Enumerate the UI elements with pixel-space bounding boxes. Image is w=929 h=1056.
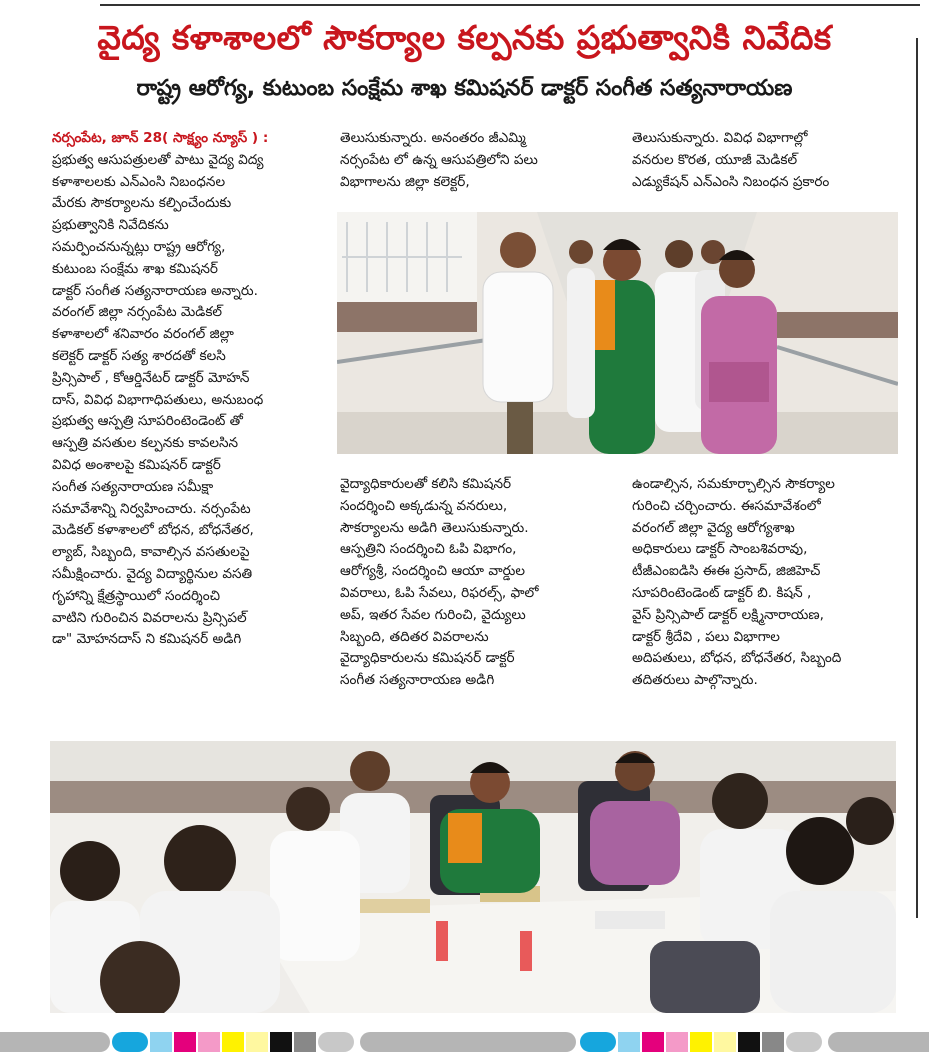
text-line: సంగీత సత్యనారాయణ సమీక్షా xyxy=(52,478,214,495)
text-line: వివరాలు, ఓపి సేవలు, రిఫరల్స్, ఫాలో xyxy=(340,584,539,601)
text-line: ప్రభుత్వ ఆస్పత్రి సూపరింటెండెంట్ తో xyxy=(52,413,243,430)
text-line: సందర్శించి అక్కడున్న వనరులు, xyxy=(340,497,508,514)
headline: వైద్య కళాశాలలో సౌకర్యాల కల్పనకు ప్రభుత్వానికి నివేదిక xyxy=(97,18,832,57)
text-line: వివిధ అంశాలపై కమిషనర్ డాక్టర్ xyxy=(52,456,221,473)
text-line: ప్రిన్సిపాల్ , కోఆర్డినేటర్ డాక్టర్ మోహన్ xyxy=(52,369,250,386)
text-line: అదిపతులు, బోధన, బోధనేతర, సిబ్బంది xyxy=(632,650,842,667)
article-column-2-top xyxy=(340,128,538,193)
article-column-3-top xyxy=(632,128,829,193)
text-line: వైస్ ప్రిన్సిపాల్ డాక్టర్ లక్ష్మినారాయణ, xyxy=(632,606,824,623)
text-line: ఆస్పత్రిని సందర్శించి ఓపి విభాగం, xyxy=(340,541,517,558)
text-line: వరంగల్ జిల్లా నర్సంపేట మెడికల్ xyxy=(52,304,223,321)
subheadline: రాష్ట్ర ఆరోగ్య, కుటుంబ సంక్షేమ శాఖ కమిషనర్ డాక్టర్ సంగీత సత్యనారాయణ xyxy=(136,76,793,101)
text-line: ప్రభుత్వానికి నివేదికను xyxy=(52,217,169,234)
text-line: వైద్యాధికారులతో కలిసి కమిషనర్ xyxy=(340,476,512,492)
text-line: గురించి చర్చించారు. ఈసమావేశంలో xyxy=(632,497,821,514)
text-line: అధికారులు డాక్టర్ సాంబశివరావు, xyxy=(632,541,808,558)
text-line: ఉండాల్సిన, సమకూర్చాల్సిన సౌకర్యాల xyxy=(632,476,835,492)
article-column-3-bottom xyxy=(632,474,841,692)
text-line: తెలుసుకున్నారు. వివిధ విభాగాల్లో xyxy=(632,130,808,146)
color-registration-strip xyxy=(0,1028,929,1056)
text-line: తదితరులు పాల్గొన్నారు. xyxy=(632,672,758,689)
right-rule xyxy=(916,38,918,918)
text-line: తెలుసుకున్నారు. అనంతరం జీఎమ్మి xyxy=(340,130,526,146)
text-line: కళాశాలలకు ఎన్ఎంసి నిబంధనల xyxy=(52,173,226,190)
text-line: దాస్, వివిధ విభాగాధిపతులు, అనుబంధ xyxy=(52,391,264,408)
text-line: ఆరోగ్యశ్రీ, సందర్శించి ఆయా వార్డుల xyxy=(340,563,525,580)
review-meeting-photo xyxy=(50,741,896,1013)
text-line: విభాగాలను జిల్లా కలెక్టర్, xyxy=(340,173,470,190)
text-line: డా" మోహనదాస్ ని కమిషనర్ అడిగి xyxy=(52,631,242,648)
article-column-1 xyxy=(52,128,268,651)
text-line: ఆస్పత్రి వసతుల కల్పనకు కావలసిన xyxy=(52,435,239,452)
text-line: నర్సంపేట లో ఉన్న ఆసుపత్రిలోని పలు xyxy=(340,151,538,168)
text-line: గృహాన్ని క్షేత్రస్థాయిలో సందర్శించి xyxy=(52,587,221,604)
text-line: డాక్టర్ సంగీత సత్యనారాయణ అన్నారు. xyxy=(52,282,258,299)
text-line: మెడికల్ కళాశాలలో బోధన, బోధనేతర, xyxy=(52,522,254,539)
text-line: ఎడ్యుకేషన్ ఎన్ఎంసి నిబంధన ప్రకారం xyxy=(632,173,830,190)
text-line: ప్రభుత్వ ఆసుపత్రులతో పాటు వైద్య విద్య xyxy=(52,151,264,168)
text-line: సమీక్షించారు. వైద్య విద్యార్థినుల వసతి xyxy=(52,565,253,582)
text-line: వరంగల్ జిల్లా వైద్య ఆరోగ్యశాఖ xyxy=(632,519,795,536)
text-line: వాటిని గురించిన వివరాలను ప్రిన్సిపల్ xyxy=(52,609,247,626)
text-line: వనరుల కొరత, యూజీ మెడికల్ xyxy=(632,151,798,168)
text-line: టీజీఎంఐడిసి ఈఈ ప్రసాద్, జిజిహెచ్ xyxy=(632,563,821,580)
top-rule xyxy=(100,4,920,6)
text-line: డాక్టర్ శ్రీదేవి , పలు విభాగాల xyxy=(632,628,780,645)
text-line: సమర్పించనున్నట్లు రాష్ట్ర ఆరోగ్య, xyxy=(52,238,226,255)
dateline: నర్సంపేట, జూన్ 28( సాక్ష్యం న్యూస్ ) : xyxy=(52,130,269,146)
corridor-visit-photo xyxy=(337,212,898,454)
text-line: కలెక్టర్ డాక్టర్ సత్య శారదతో కలసి xyxy=(52,347,226,364)
text-line: సిబ్బంది, తదితర వివరాలను xyxy=(340,628,489,645)
text-line: సంగీత సత్యనారాయణ అడిగి xyxy=(340,672,495,689)
text-line: మేరకు సౌకర్యాలను కల్పించేందుకు xyxy=(52,195,232,212)
article-column-2-bottom xyxy=(340,474,538,692)
text-line: వైద్యాధికారులను కమిషనర్ డాక్టర్ xyxy=(340,650,515,667)
text-line: సూపరింటెండెంట్ డాక్టర్ బి. కిషన్ , xyxy=(632,584,812,601)
text-line: ల్యాబ్, సిబ్బంది, కావాల్సిన వసతులపై xyxy=(52,544,250,561)
text-line: అప్, ఇతర సేవల గురించి, వైద్యులు xyxy=(340,606,526,623)
text-line: సమావేశాన్ని నిర్వహించారు. నర్సంపేట xyxy=(52,500,251,517)
text-line: కళాశాలలో శనివారం వరంగల్ జిల్లా xyxy=(52,326,234,343)
text-line: సౌకర్యాలను అడిగి తెలుసుకున్నారు. xyxy=(340,519,529,536)
text-line: కుటుంబ సంక్షేమ శాఖ కమిషనర్ xyxy=(52,260,218,277)
